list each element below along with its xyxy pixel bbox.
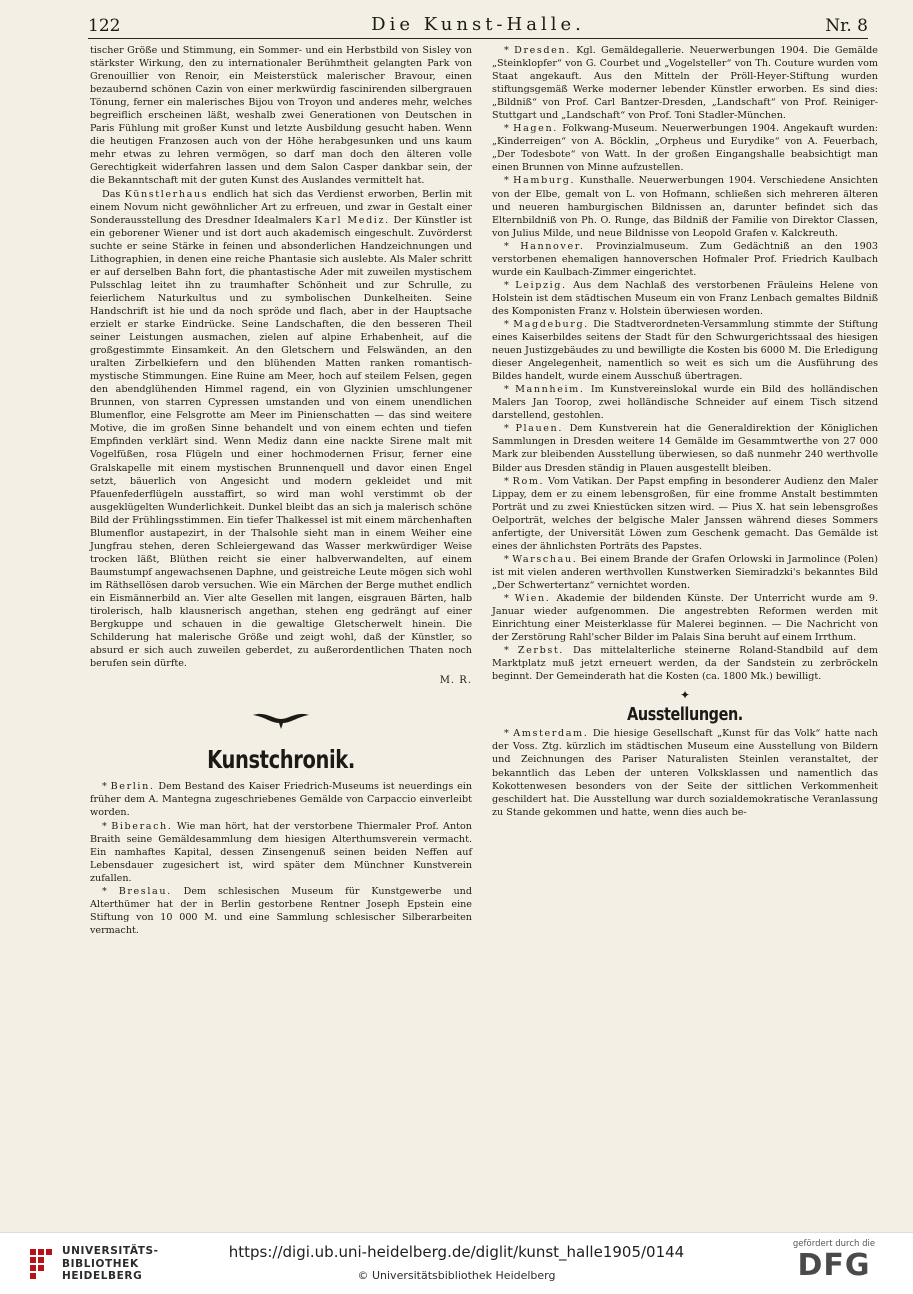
chronicle-entry: * Rom. Vom Vatikan. Der Papst empfing in besonderer Audienz den Maler Lippay, dem er zu einem lebensgroßen, für eine fromme Anstalt bestimmten Porträt und zu zwei Kniestücken sitzen wird. — Pius X. hat sein lebensgroßes Oelporträt, welches der belgische Maler Janssen während dieses Sommers anfertigte, der Universität Löwen zum Geschenk gemacht. Das Gemälde ist eines der ähnlichsten Porträts des Papstes.: [492, 475, 878, 552]
chronicle-entry: * Hamburg. Kunsthalle. Neuerwerbungen 1904. Verschiedene Ansichten von der Elbe, gemalt von L. von Hofmann, schließen sich mehreren älteren und neueren hamburgischen Bildnissen an, darunter befindet sich das Elternbildniß von Ph. O. Runge, das Bildniß der Familie von Direktor Classen, von Julius Milde, und neue Bildnisse von Leopold Grafen v. Kalckreuth.: [492, 175, 878, 239]
journal-title: Die Kunst-Halle.: [371, 14, 585, 35]
library-name-line: UNIVERSITÄTS-: [62, 1245, 159, 1257]
author-signature: M. R.: [439, 675, 472, 687]
chronicle-entry: * Biberach. Wie man hört, hat der verstorbene Thiermaler Prof. Anton Braith seine Gemäldesammlung dem hiesigen Alterthumsverein vermacht. Ein namhaftes Kapital, dessen Zinsengenuß seinen beiden Neffen auf Lebensdauer zugesichert ist, wird später dem Münchner Kunstverein zufallen.: [90, 820, 472, 884]
paragraph: tischer Größe und Stimmung, ein Sommer- und ein Herbstbild von Sisley von stärkster Wirkung, den zu internationaler Berühmtheit gelangten Park von Grenouillier von Renoir, ein Meisterstück malerischer Bravour, einen bezaubernd schönen Cazin von einer merkwürdig fascinirenden silbergrauen Tönung, ferner ein malerisches Bijou von Troyon und anderes mehr, welches begreiflich erscheinen läßt, weshalb zwei Generationen von Deutschen in Paris Fühlung mit großer Kunst und letzte Ausbildung gesucht haben. Wenn die heutigen Franzosen auch von der Höhe herabgesunken und uns kaum mehr etwas zu lehren vermögen, so darf man doch den älteren volle Gerechtigkeit widerfahren lassen und dem Salon Casper dankbar sein, der die Bekanntschaft mit der guten Kunst des Auslandes vermittelt hat.: [90, 45, 472, 187]
chronicle-entry: * Hannover. Provinzialmuseum. Zum Gedächtniß an den 1903 verstorbenen ehemaligen hannoverschen Hofmaler Prof. Friedrich Kaulbach wurde ein Kaulbach-Zimmer eingerichtet.: [492, 240, 878, 278]
funder-name: DFG: [797, 1248, 871, 1283]
issue-number: Nr. 8: [825, 16, 868, 36]
right-column: [492, 44, 878, 819]
page-header: [88, 14, 868, 39]
chronicle-entry: * Mannheim. Im Kunstvereinslokal wurde ein Bild des holländischen Malers Jan Toorop, zwei holländische Schneider auf einem Tisch sitzend darstellend, gestohlen.: [492, 384, 878, 422]
page-number: 122: [88, 16, 121, 36]
chronicle-entry: * Zerbst. Das mittelalterliche steinerne Roland-Standbild auf dem Marktplatz muß jetzt erneuert werden, da der Sandstein zu zerbröckeln beginnt. Der Gemeinderath hat die Kosten (ca. 1800 Mk.) bewilligt.: [492, 645, 878, 683]
permalink-url[interactable]: https://digi.ub.uni-heidelberg.de/diglit/kunst_halle1905/0144: [228, 1243, 685, 1261]
library-name-line: HEIDELBERG: [62, 1270, 143, 1282]
chronicle-entry: * Leipzig. Aus dem Nachlaß des verstorbenen Fräuleins Helene von Holstein ist dem städtischen Museum ein von Franz Lenbach gemaltes Bildniß des Komponisten Franz v. Holstein überwiesen worden.: [492, 279, 878, 317]
ornament-icon: [90, 709, 472, 735]
library-name-line: BIBLIOTHEK: [62, 1257, 139, 1270]
chronicle-entry: * Wien. Akademie der bildenden Künste. Der Unterricht wurde am 9. Januar wieder aufgenommen. Die angestrebten Reformen werden mit Einrichtung einer Meisterklasse für Malerei beginnen. — Die Nachricht von der Zerstörung Rahl'scher Bilder im Palais Sina beruht auf einem Irrthum.: [492, 592, 878, 644]
chronicle-entry: * Plauen. Dem Kunstverein hat die Generaldirektion der Königlichen Sammlungen in Dresden weitere 14 Gemälde im Gesammtwerthe von 27 000 Mark zur bleibenden Ausstellung überwiesen, so daß nunmehr 240 werthvolle Bilder aus Dresden ständig in Plauen ausgestellt bleiben.: [492, 423, 878, 474]
chronicle-entry: * Warschau. Bei einem Brande der Grafen Orlowski in Jarmolince (Polen) ist mit vielen anderen werthvollen Kunstwerken Siemiradzki's bekanntes Bild „Der Schwertertanz“ vernichtet worden.: [492, 553, 878, 591]
dfg-logo[interactable]: [779, 1239, 889, 1289]
left-column: [90, 44, 472, 937]
copyright-notice: © Universitätsbibliothek Heidelberg: [357, 1269, 556, 1282]
section-title-kunstchronik: Kunstchronik.: [207, 745, 355, 775]
paragraph-kuenstlerhaus: Das Künstlerhaus endlich hat sich das Verdienst erworben, Berlin mit einem Novum nicht gewöhnlicher Art zu erfreuen, und zwar in Gestalt einer Sonderausstellung des Dresdner Idealmalers Karl Mediz. Der Künstler ist ein geborener Wiener und ist dort auch akademisch eingeschult. Zuvörderst suchte er seine Stärke in feinen und absonderlichen Handzeichnungen und Lithographien, in denen eine reiche Phantasie sich auslebte. Als Maler schritt er auf derselben Bahn fort, die phantastische Ader mit zuweilen mystischem Pulsschlag leitet ihn zu traumhafter Schönheit und zur Schrulle, zu feierlichem Naturkultus und zu symbolischen Dunkelheiten. Seine Handschrift ist hie und da noch spröde und flach, aber in der Hauptsache erzielt er starke Eindrücke. Seine Landschaften, die den besseren Theil seiner Leistungen ausmachen, zielen auf alpine Erhabenheit, auf die großgestimmte Einsamkeit. An den Gletschern und Felswänden, an den uralten Zirbelkiefern und den blühenden Matten ranken romantisch-mystische Stimmungen. Eine Ruine am Meer, hoch auf steilem Felsen, gegen den abendglühenden Himmel ragend, ein von Glyzinien umschlungener Brunnen, von starren Cypressen umstanden und von einem unendlichen Blumenflor, eine Felsgrotte am Meer im Pinienschatten — das sind weitere Motive, die im großen Sinne behandelt und von einem echten und tiefen Empfinden verklärt sind. Wenn Mediz dann eine nackte Sirene malt mit Vogelfüßen, rosa Flügeln und einer hochmodernen Frisur, ferner eine Gralskapelle mit einem mystischen Brunnenquell und davor einen Engel setzt, bäuerlich von Angesicht und modern gekleidet und mit Pfauenfederflügeln ausstaffirt, so wird man wohl verstimmt ob der ausgeklügelten Wunderlichkeit. Dunkel bleibt das an sich ja malerisch schöne Bild der Frühlingsstimmen. Ein tiefer Thalkessel ist mit einem märchenhaften Blumenflor austapezirt, in der Thalsohle sieht man in einem Weiher eine Jungfrau stehen, deren Schleiergewand das Wasser merkwürdiger Weise trocken läßt, Blüthen reicht sie einer halbverwandelten, auf einem Baumstumpf angewachsenen Daphne, und geistreiche Leute mögen sich wohl im Räthsellösen darob versuchen. Wie ein Märchen der Berge muthet endlich ein Eismännerbild an. Vier alte Gesellen mit langen, eisgrauen Bärten, halb tirolerisch, halb klausnerisch angethan, stehen eng gedrängt auf einer Bergkuppe und schauen in die gewaltige Gletscherwelt hinein. Die Schilderung hat malerische Größe und zeigt wohl, daß der Künstler, so absurd er sich auch zuweilen geberdet, zu außerordentlichen Thaten noch berufen sein dürfte.: [90, 188, 473, 670]
chronicle-entry: * Hagen. Folkwang-Museum. Neuerwerbungen 1904. Angekauft wurden: „Kinderreigen“ von A. Böcklin, „Orpheus und Eurydike“ von A. Feuerbach, „Der Todesbote“ von Watt. In der großen Eingangshalle beabsichtigt man einen Brunnen von Minne aufzustellen.: [492, 123, 878, 174]
viewer-footer: [0, 1232, 913, 1294]
section-title-ausstellungen: Ausstellungen.: [627, 704, 743, 726]
chronicle-entry: * Dresden. Kgl. Gemäldegallerie. Neuerwerbungen 1904. Die Gemälde „Steinklopfer“ von G. Courbet und „Vogelsteller“ von Th. Couture wurden vom Staat angekauft. Aus den Mitteln der Pröll-Heyer-Stiftung wurden stiftungsgemäß Werke moderner lebender Künstler erworben. Es sind dies: „Bildniß“ von Prof. Carl Bantzer-Dresden, „Landschaft“ von Prof. Reiniger-Stuttgart und „Landschaft“ von Prof. Toni Stadler-München.: [492, 45, 878, 122]
cross-ornament-icon: ✦: [679, 688, 691, 703]
funder-note: gefördert durch die: [792, 1239, 876, 1249]
exhibition-entry: * Amsterdam. Die hiesige Gesellschaft „Kunst für das Volk“ hatte nach der Voss. Ztg. kürzlich im städtischen Museum eine Ausstellung von Bildern und Zeichnungen des Pariser Naturalisten Steinlen veranstaltet, der bekanntlich das Leben der unteren Volksklassen und namentlich das Kokottenwesen besonders von der Seite der sittlichen Verkommenheit geschildert hat. Die Ausstellung war durch sozialdemokratische Veranlassung zu Stande gekommen und hatte, wenn dies auch be-: [492, 728, 878, 818]
chronicle-entry: * Breslau. Dem schlesischen Museum für Kunstgewerbe und Alterthümer hat der in Berlin gestorbene Rentner Joseph Epstein eine Stiftung von 10 000 M. und eine Sammlung schlesischer Silberarbeiten vermacht.: [90, 885, 472, 936]
chronicle-entry: * Berlin. Dem Bestand des Kaiser Friedrich-Museums ist neuerdings ein früher dem A. Mantegna zugeschriebenes Gemälde von Carpaccio einverleibt worden.: [90, 781, 472, 819]
chronicle-entry: * Magdeburg. Die Stadtverordneten-Versammlung stimmte der Stiftung eines Kaiserbildes seitens der Stadt für den Schwurgerichtssaal des hiesigen neuen Justizgebäudes zu und bewilligte die Kosten bis 6000 M. Die Erledigung dieser Angelegenheit, namentlich so weit es sich um die Ausführung des Bildes handelt, wurde einem Ausschuß übertragen.: [492, 318, 878, 383]
